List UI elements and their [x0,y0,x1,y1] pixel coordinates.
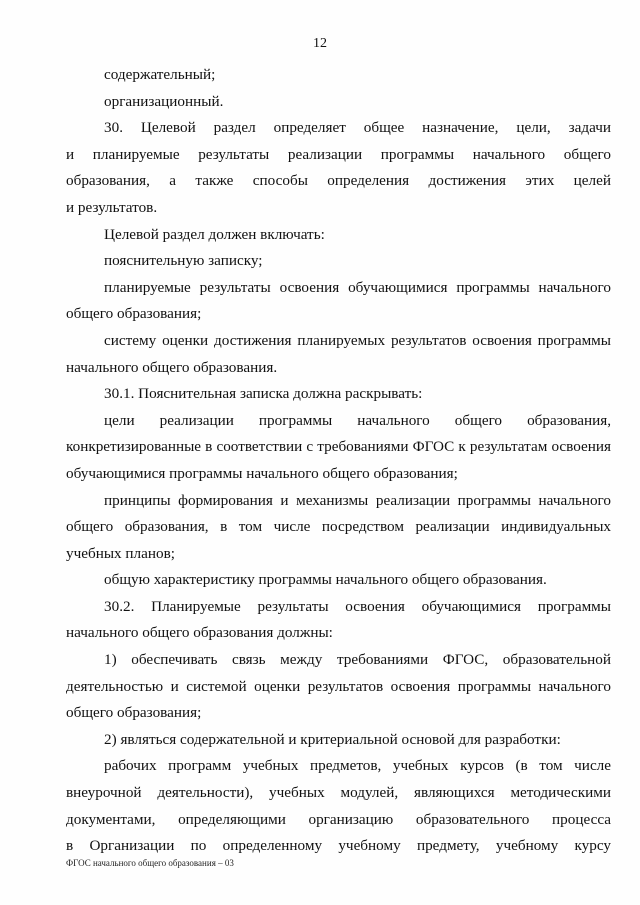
text-line: цели реализации программы начального общего образования, [104,411,611,429]
text-line: 30.1. Пояснительная записка должна раскрывать: [104,385,423,403]
text-line: организационный. [104,92,224,110]
page-number: 12 [313,36,327,51]
document-body [66,62,611,860]
text-line: 2) являться содержательной и критериальной основой для разработки: [104,730,561,748]
text-line: общего образования, в том числе посредством реализации индивидуальных [66,518,611,536]
text-line: принципы формирования и механизмы реализации программы начального [104,491,611,509]
text-line: обучающимися программы начального общего образования; [66,464,458,482]
text-line: конкретизированные в соответствии с требованиями ФГОС к результатам освоения [66,438,611,456]
text-line: Целевой раздел должен включать: [104,225,325,243]
text-line: внеурочной деятельности), учебных модулей, являющихся методическими [66,784,611,802]
text-line: учебных планов; [66,544,175,562]
text-line: образования, а также способы определения достижения этих целей [66,172,611,190]
text-line: пояснительную записку; [104,252,263,270]
text-line: общую характеристику программы начального общего образования. [104,571,547,589]
text-line: содержательный; [104,66,216,83]
text-line: начального общего образования должны: [66,624,333,642]
text-line: систему оценки достижения планируемых результатов освоения программы [104,331,611,349]
text-line: начального общего образования. [66,358,278,376]
text-line: общего образования; [66,704,202,722]
text-line: общего образования; [66,305,202,323]
text-line: документами, определяющими организацию образовательного процесса [66,810,611,828]
text-line: планируемые результаты освоения обучающимися программы начального [104,278,611,296]
text-line: 30. Целевой раздел определяет общее назначение, цели, задачи [104,119,611,137]
text-line: в Организации по определенному учебному предмету, учебному курсу [66,837,611,855]
text-line: и результатов. [66,198,158,216]
text-line: 30.2. Планируемые результаты освоения обучающимися программы [104,597,611,615]
page-footer: ФГОС начального общего образования – 03 [66,858,234,868]
text-line: деятельностью и системой оценки результатов освоения программы начального [66,677,611,695]
text-line: рабочих программ учебных предметов, учебных курсов (в том числе [104,757,611,775]
text-line: и планируемые результаты реализации программы начального общего [66,145,611,163]
text-line: 1) обеспечивать связь между требованиями ФГОС, образовательной [104,651,611,669]
